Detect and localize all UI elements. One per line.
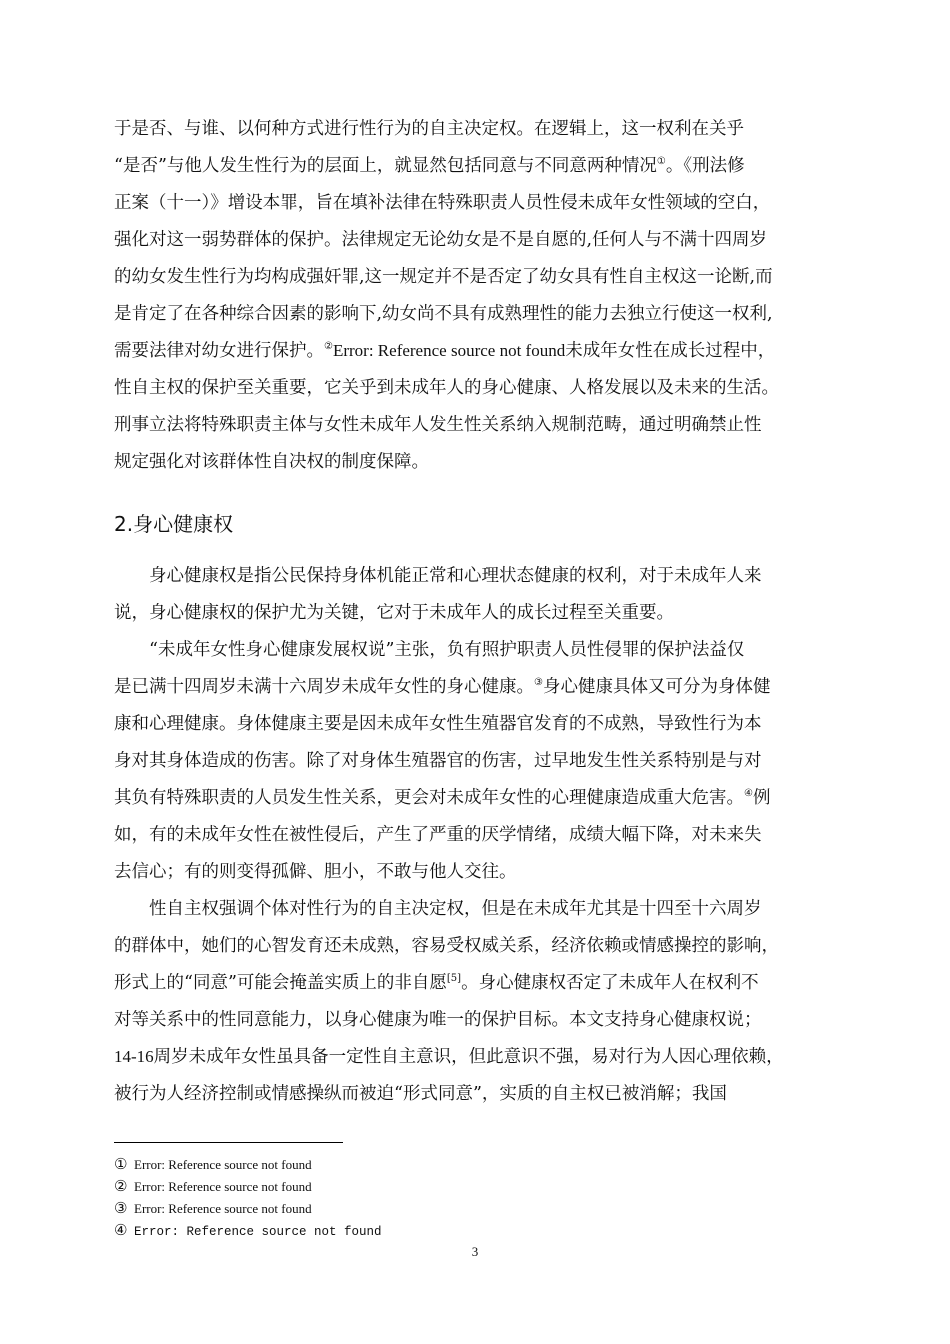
text-line xyxy=(114,450,429,474)
text-run: 是已满十四周岁未满十六周岁未成年女性的身心健康。 xyxy=(114,677,534,697)
footnote-mark: ③ xyxy=(114,1199,128,1217)
text-run: 说，身心健康权的保护尤为关键，它对于未成年人的成长过程至关重要。 xyxy=(114,603,674,623)
text-line xyxy=(114,1008,762,1032)
text-run: 。《刑法修 xyxy=(665,156,745,176)
footnote xyxy=(114,1155,312,1174)
text-line xyxy=(114,154,745,178)
footnote-mark: ④ xyxy=(114,1221,128,1239)
text-line xyxy=(114,712,762,736)
text-line xyxy=(149,897,762,921)
text-run: 身心健康具体又可分为身体健 xyxy=(542,677,771,697)
text-line xyxy=(114,339,775,363)
text-line xyxy=(149,638,744,662)
text-line xyxy=(114,823,762,847)
text-run: 。身心健康权否定了未成年人在权利不 xyxy=(461,973,759,993)
text-line xyxy=(114,675,770,699)
text-run: 被行为人经济控制或情感操纵而被迫“形式同意”，实质的自主权已被消解；我国 xyxy=(114,1084,727,1104)
text-line xyxy=(114,971,759,995)
text-run: 其负有特殊职责的人员发生性关系，更会对未成年女性的心理健康造成重大危害。 xyxy=(114,788,744,808)
footnote-text: Error: Reference source not found xyxy=(134,1157,312,1172)
text-line xyxy=(114,749,762,773)
footnote-mark: ① xyxy=(114,1155,128,1173)
text-line xyxy=(114,228,767,252)
footnote-ref[interactable]: ③ xyxy=(534,677,543,688)
text-run: “是否”与他人发生性行为的层面上，就显然包括同意与不同意两种情况 xyxy=(114,156,657,176)
footnote-ref[interactable]: ④ xyxy=(744,788,753,799)
text-run: 于是否、与谁、以何种方式进行性行为的自主决定权。在逻辑上，这一权利在关乎 xyxy=(114,119,744,139)
footnote xyxy=(114,1177,312,1196)
citation-ref[interactable]: [5] xyxy=(446,973,462,984)
text-line xyxy=(114,1082,727,1106)
footnote-text: Error: Reference source not found xyxy=(134,1179,312,1194)
text-line xyxy=(114,413,762,437)
reference-error-text: Error: Reference source not found xyxy=(332,341,566,360)
text-run: 刑事立法将特殊职责主体与女性未成年人发生性关系纳入规制范畴，通过明确禁止性 xyxy=(114,415,762,435)
text-run: 身心健康权是指公民保持身体机能正常和心理状态健康的权利，对于未成年人来 xyxy=(149,566,762,586)
text-line xyxy=(149,564,762,588)
text-run: 身对其身体造成的伤害。除了对身体生殖器官的伤害，过早地发生性关系特别是与对 xyxy=(114,751,762,771)
footnote-ref[interactable]: ② xyxy=(324,341,333,352)
footnote-separator xyxy=(114,1142,343,1143)
text-line xyxy=(114,1045,784,1069)
text-run: 康和心理健康。身体健康主要是因未成年女性生殖器官发育的不成熟，导致性行为本 xyxy=(114,714,762,734)
text-line xyxy=(114,117,744,141)
page-number: 3 xyxy=(471,1244,479,1259)
footnote-ref[interactable]: ① xyxy=(656,156,666,167)
text-line xyxy=(114,601,674,625)
text-run: 需要法律对幼女进行保护。 xyxy=(114,341,324,361)
text-run: 形式上的“同意”可能会掩盖实质上的非自愿 xyxy=(114,973,447,993)
section-heading: 2.身心健康权 xyxy=(114,512,234,536)
text-line xyxy=(114,934,779,958)
text-run: 性自主权的保护至关重要，它关乎到未成年人的身心健康、人格发展以及未来的生活。 xyxy=(114,378,779,398)
text-run: 去信心；有的则变得孤僻、胆小，不敢与他人交往。 xyxy=(114,862,517,882)
text-line xyxy=(114,376,779,400)
text-run: 规定强化对该群体性自决权的制度保障。 xyxy=(114,452,429,472)
text-line xyxy=(114,265,773,289)
footnote-text: Error: Reference source not found xyxy=(134,1201,312,1216)
text-line xyxy=(114,191,770,215)
footnote xyxy=(114,1199,312,1218)
text-run: 正案（十一）》增设本罪，旨在填补法律在特殊职责人员性侵未成年女性领域的空白， xyxy=(114,193,771,213)
text-run: 的群体中，她们的心智发育还未成熟，容易受权威关系，经济依赖或情感操控的影响， xyxy=(114,936,779,956)
text-run: 如，有的未成年女性在被性侵后，产生了严重的厌学情绪，成绩大幅下降，对未来失 xyxy=(114,825,762,845)
footnote xyxy=(114,1221,382,1241)
text-run: 14-16 xyxy=(114,1047,154,1066)
footnote-text: Error: Reference source not found xyxy=(134,1225,382,1239)
text-line xyxy=(114,786,770,810)
text-run: 性自主权强调个体对性行为的自主决定权，但是在未成年尤其是十四至十六周岁 xyxy=(149,899,762,919)
text-run: “未成年女性身心健康发展权说”主张，负有照护职责人员性侵罪的保护法益仅 xyxy=(149,640,745,660)
text-run: 周岁未成年女性虽具备一定性自主意识，但此意识不强，易对行为人因心理依赖， xyxy=(153,1047,784,1067)
text-run: 的幼女发生性行为均构成强奸罪,这一规定并不是否定了幼女具有性自主权这一论断,而 xyxy=(114,267,773,287)
text-line xyxy=(114,302,773,326)
text-run: 强化对这一弱势群体的保护。法律规定无论幼女是不是自愿的,任何人与不满十四周岁 xyxy=(114,230,768,250)
text-run: 未成年女性在成长过程中， xyxy=(565,341,776,361)
footnote-mark: ② xyxy=(114,1177,128,1195)
text-line xyxy=(114,860,517,884)
text-run: 对等关系中的性同意能力，以身心健康为唯一的保护目标。本文支持身心健康权说； xyxy=(114,1010,762,1030)
text-run: 例 xyxy=(752,788,771,808)
text-run: 是肯定了在各种综合因素的影响下,幼女尚不具有成熟理性的能力去独立行使这一权利, xyxy=(114,304,773,324)
